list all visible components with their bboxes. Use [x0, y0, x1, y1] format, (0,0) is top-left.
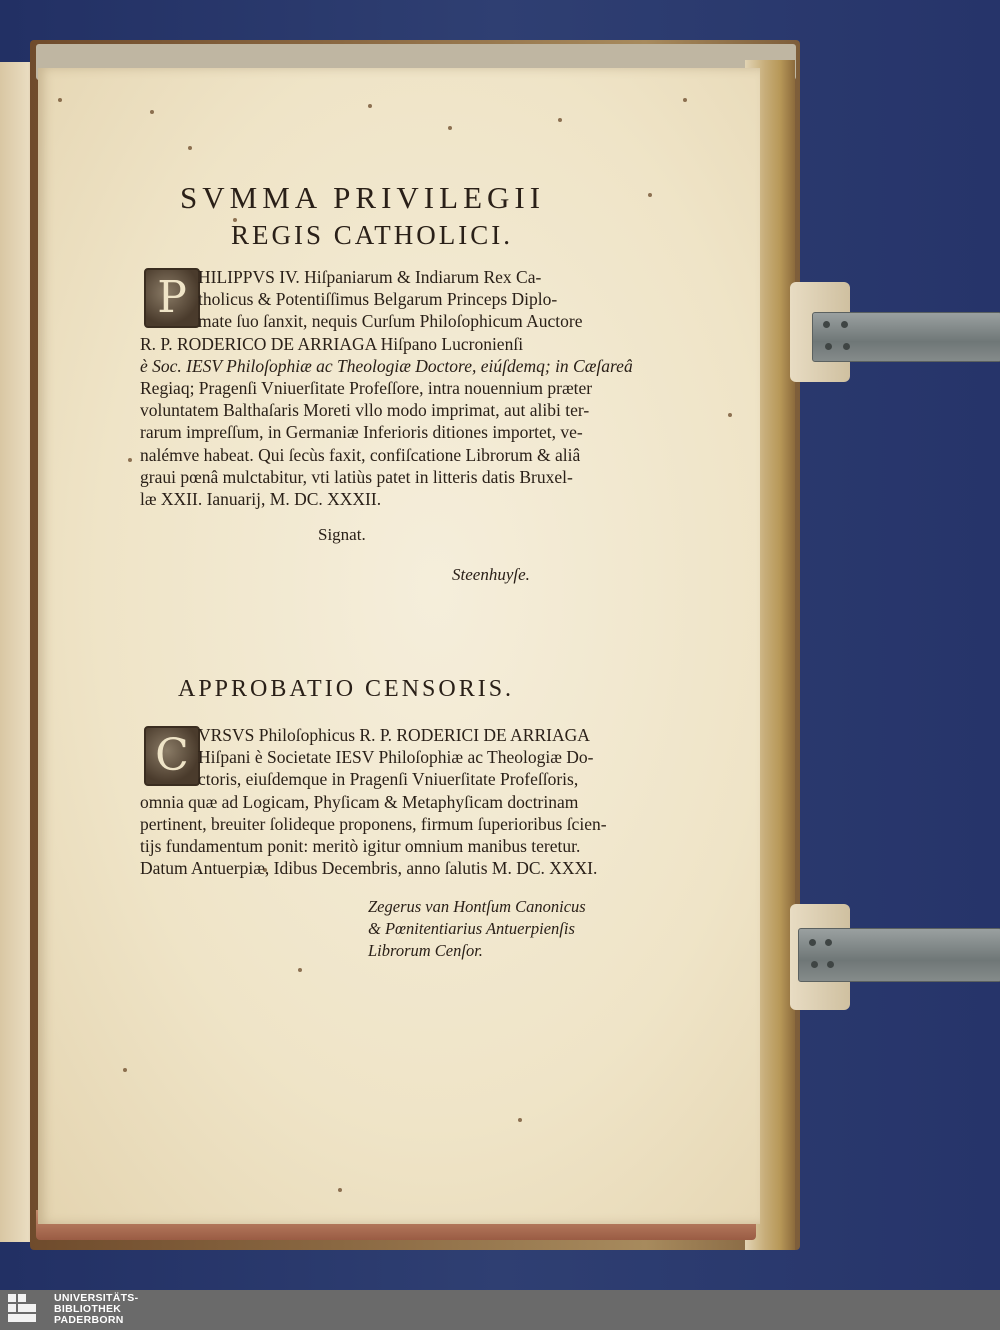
text-line: rarum impreſſum, in Germaniæ Inferioris ditiones importet, ve- [140, 422, 583, 443]
text-line: HILIPPVS IV. Hiſpaniarum & Indiarum Rex Ca- [198, 267, 542, 287]
text-line: è Soc. IESV Philoſophiæ ac Theologiæ Doctore, eiúſdemq; in Cæſareâ [140, 355, 633, 376]
library-name [54, 1293, 138, 1326]
text-line: omnia quæ ad Logicam, Phyſicam & Metaphyſicam doctrinam [140, 791, 579, 812]
approbation-heading: APPROBATIO CENSORIS. [178, 676, 515, 702]
footer-bar [0, 1290, 1000, 1330]
text-line: R. P. RODERICO DE ARRIAGA Hiſpano Lucronienſi [140, 333, 524, 354]
privilege-dropcap: P [144, 268, 200, 328]
text-line: læ XXII. Ianuarij, M. DC. XXXII. [140, 488, 382, 509]
text-line: tijs fundamentum ponit: meritò igitur omnium manibus teretur. [140, 835, 581, 856]
censor-line: Zegerus van Hontſum Canonicus [368, 897, 586, 916]
censor-line: Librorum Cenſor. [368, 941, 483, 960]
text-line: nalémve habeat. Qui ſecùs faxit, confiſcatione Librorum & aliâ [140, 444, 581, 465]
signer-name: Steenhuyſe. [452, 565, 530, 584]
library-line: BIBLIOTHEK [54, 1303, 122, 1315]
clasp-upper-icon [812, 312, 1000, 362]
privilege-heading: SVMMA PRIVILEGII [180, 180, 546, 215]
privilege-paragraph [140, 266, 633, 510]
privilege-subheading: REGIS CATHOLICI. [231, 220, 513, 250]
text-line: mate ſuo ſanxit, nequis Curſum Philoſophicum Auctore [198, 311, 583, 332]
library-logo-icon [8, 1294, 48, 1326]
approbation-paragraph [140, 724, 607, 879]
text-line: Regiaq; Pragenſi Vniuerſitate Profeſſore, intra nouennium præter [140, 377, 593, 398]
text-line: VRSVS Philoſophicus R. P. RODERICI DE ARRIAGA [198, 725, 590, 745]
signat-label: Signat. [318, 525, 366, 544]
text-line: ctoris, eiuſdemque in Pragenſi Vniuerſitate Profeſſoris, [198, 769, 579, 790]
text-line: pertinent, breuiter ſolideque proponens, firmum ſuperioribus ſcien- [140, 813, 607, 834]
text-line: graui pœnâ mulctabitur, vti latiùs patet in litteris datis Bruxel- [140, 466, 573, 487]
text-line: Hiſpani è Societate IESV Philoſophiæ ac Theologiæ Do- [198, 747, 594, 768]
text-line: Datum Antuerpiæ, Idibus Decembris, anno ſalutis M. DC. XXXI. [140, 858, 598, 879]
clasp-lower-icon [798, 928, 1000, 982]
text-line: tholicus & Potentiſſimus Belgarum Princeps Diplo- [198, 289, 558, 310]
library-line: UNIVERSITÄTS- [54, 1292, 139, 1304]
censor-line: & Pœnitentiarius Antuerpienſis [368, 919, 575, 938]
approbation-dropcap: C [144, 726, 200, 786]
library-line: PADERBORN [54, 1314, 124, 1326]
censor-signature [368, 896, 586, 962]
text-line: voluntatem Balthaſaris Moreti vllo modo imprimat, aut alibi ter- [140, 400, 590, 421]
